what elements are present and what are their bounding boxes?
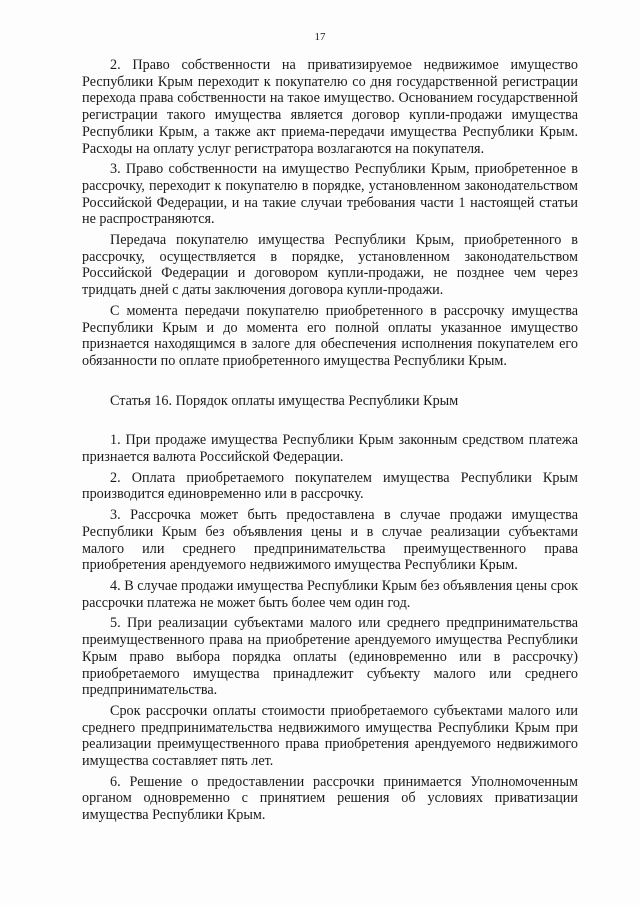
article-paragraph-decision: 6. Решение о предоставлении рассрочки принимается Уполномоченным органом одновременно с принятием решения об условиях приватизации имущества Республики Крым.: [82, 773, 578, 824]
article-paragraph-installment-five-years: Срок рассрочки оплаты стоимости приобретаемого субъектами малого или среднего предпринимательства недвижимого имущества Республики Крым при реализации преимущественного права приобретения арендуемого недвижимого имущества составляет пять лет.: [82, 702, 578, 770]
article-paragraph-currency: 1. При продаже имущества Республики Крым законным средством платежа признается валюта Российской Федерации.: [82, 432, 578, 466]
article-heading: Статья 16. Порядок оплаты имущества Республики Крым: [110, 392, 459, 409]
page-number: 17: [314, 31, 326, 43]
article-paragraph-installment-term-one-year: 4. В случае продажи имущества Республики Крым без объявления цены срок рассрочки платежа не может быть более чем один год.: [82, 577, 578, 611]
article-paragraph-choice-of-payment: 5. При реализации субъектами малого или среднего предпринимательства преимущественного права на приобретение арендуемого имущества Республики Крым право выбора порядка оплаты (единовременно или в рассрочку) приобретаемого имущества принадлежит субъекту малого или среднего предпринимательства.: [82, 615, 578, 699]
paragraph-right-of-ownership-registration: 2. Право собственности на приватизируемое недвижимое имущество Республики Крым переходит к покупателю со дня государственной регистрации перехода права собственности на такое имущество. Основанием государственной регистрации такого имущества является договор купли-продажи имущества Республики Крым, а также акт приема-передачи имущества Республики Крым. Расходы на оплату услуг регистратора возлагаются на покупателя.: [82, 57, 578, 157]
paragraph-pledge: С момента передачи покупателю приобретенного в рассрочку имущества Республики Крым и до момента его полной оплаты указанное имущество признается находящимся в залоге для обеспечения исполнения покупателем его обязанности по оплате приобретенного имущества Республики Крым.: [82, 302, 578, 369]
article-paragraph-installment-cases: 3. Рассрочка может быть предоставлена в случае продажи имущества Республики Крым без объявления цены и в случае реализации субъектами малого или среднего предпринимательства преимущественного права приобретения арендуемого недвижимого имущества Республики Крым.: [82, 507, 578, 574]
article-paragraph-payment-mode: 2. Оплата приобретаемого покупателем имущества Республики Крым производится единовременно или в рассрочку.: [82, 469, 578, 503]
paragraph-installment-ownership: 3. Право собственности на имущество Республики Крым, приобретенное в рассрочку, переходит к покупателю в порядке, установленном законодательством Российской Федерации, и на такие случаи требования части 1 настоящей статьи не распространяются.: [82, 161, 578, 228]
document-body: [82, 57, 578, 828]
paragraph-installment-transfer: Передача покупателю имущества Республики Крым, приобретенного в рассрочку, осуществляется в порядке, установленном законодательством Российской Федерации и договором купли-продажи, не позднее чем через тридцать дней с даты заключения договора купли-продажи.: [82, 232, 578, 299]
